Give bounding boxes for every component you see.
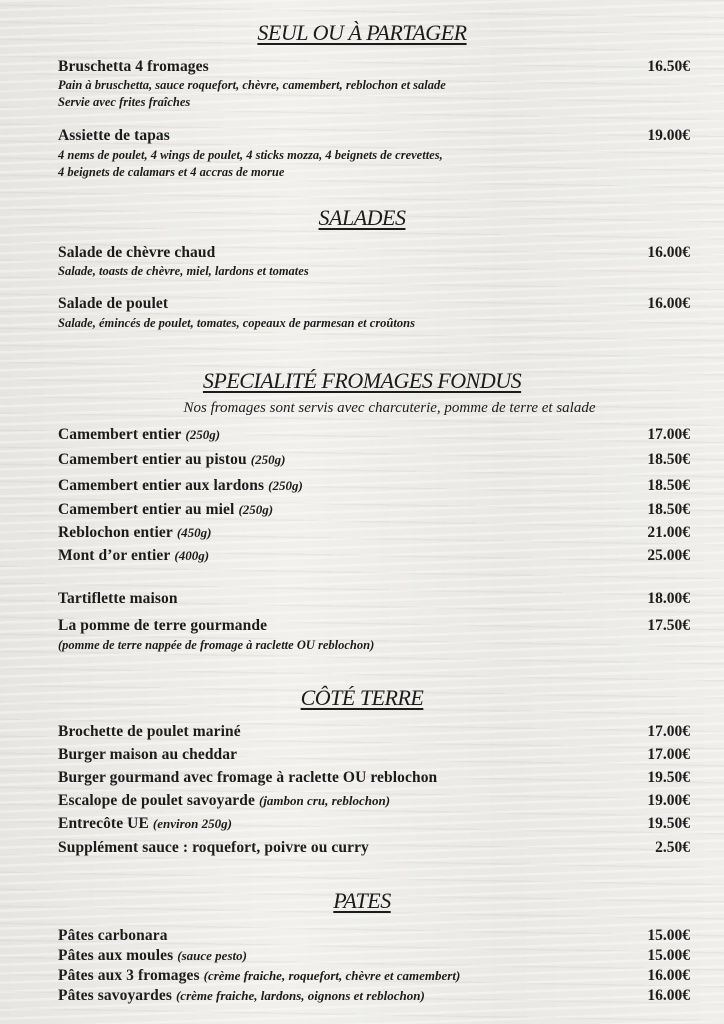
item-note: (250g) [185,427,221,442]
menu-item [58,616,690,636]
menu-item [58,476,690,496]
menu-item [58,294,690,314]
item-name: Camembert entier [58,426,182,443]
item-note: (crème fraiche, roquefort, chèvre et camembert) [203,968,461,983]
item-name: Burger gourmand avec fromage à raclette OU reblochon [58,769,438,786]
menu-item [58,126,690,146]
item-note: (450g) [176,525,212,540]
item-price: 16.00€ [647,987,690,1004]
menu-item [58,57,690,77]
menu-item [58,838,690,858]
item-note: (400g) [174,548,210,563]
item-note: (sauce pesto) [177,948,247,963]
item-name: Camembert entier au pistou [58,451,247,468]
item-price: 19.00€ [647,127,690,144]
item-name: Entrecôte UE [58,815,149,832]
menu-item [58,722,690,742]
menu-item [58,450,690,470]
item-price: 18.00€ [647,590,690,607]
item-description: 4 beignets de calamars et 4 accras de morue [58,165,285,179]
item-name: Pâtes carbonara [58,927,168,944]
menu-item [58,946,690,966]
item-price: 17.00€ [647,723,690,740]
item-price: 17.00€ [647,746,690,763]
item-name: Mont d’or entier [58,547,171,564]
item-name: Brochette de poulet mariné [58,723,241,740]
item-price: 17.50€ [647,617,690,634]
menu-item [58,926,690,946]
item-price: 16.50€ [647,58,690,75]
item-name: Burger maison au cheddar [58,746,238,763]
section-title: PATES [333,888,391,913]
menu-item [58,986,690,1006]
item-price: 15.00€ [647,927,690,944]
item-name: Camembert entier aux lardons [58,477,265,494]
menu-item [58,966,690,986]
menu-item [58,243,690,263]
section-title: SPECIALITÉ FROMAGES FONDUS [202,368,522,393]
item-price: 2.50€ [655,839,690,856]
item-price: 17.00€ [647,426,690,443]
item-price: 21.00€ [647,524,690,541]
item-price: 19.00€ [647,792,690,809]
item-note: (250g) [268,478,303,493]
item-name: Camembert entier au miel [58,501,235,518]
item-name: Tartiflette maison [58,590,178,607]
menu-item [58,523,690,543]
menu-item [58,425,690,445]
item-price: 18.50€ [647,477,690,494]
item-price: 19.50€ [647,769,690,786]
item-price: 18.50€ [647,501,690,518]
item-price: 16.00€ [647,244,690,261]
section-title: SEUL OU À PARTAGER [257,20,467,45]
menu-item [58,791,690,811]
item-name: Assiette de tapas [58,127,170,144]
item-price: 19.50€ [647,815,690,832]
item-description: Salade, toasts de chèvre, miel, lardons et tomates [58,264,309,278]
section-subtitle: Nos fromages sont servis avec charcuterie, pomme de terre et salade [183,400,596,416]
item-name: La pomme de terre gourmande [58,617,268,634]
menu-item [58,589,690,609]
item-description: Pain à bruschetta, sauce roquefort, chèvre, camembert, reblochon et salade [58,78,446,92]
item-price: 18.50€ [647,451,690,468]
item-name: Salade de poulet [58,295,169,312]
section-title: SALADES [318,205,406,230]
menu-item [58,814,690,834]
item-description: Salade, émincés de poulet, tomates, copeaux de parmesan et croûtons [58,316,415,330]
item-name: Salade de chèvre chaud [58,244,216,261]
item-price: 25.00€ [647,547,690,564]
item-description: (pomme de terre nappée de fromage à raclette OU reblochon) [58,638,375,652]
item-note: (environ 250g) [152,816,232,831]
section-title: CÔTÉ TERRE [300,685,424,710]
menu-item [58,546,690,566]
item-note: (jambon cru, reblochon) [258,793,391,808]
item-name: Reblochon entier [58,524,173,541]
menu-item [58,768,690,788]
item-price: 15.00€ [647,947,690,964]
item-price: 16.00€ [647,295,690,312]
item-price: 16.00€ [647,967,690,984]
item-note: (crème fraiche, lardons, oignons et reblochon) [175,988,425,1003]
item-name: Pâtes aux moules [58,947,174,964]
item-name: Pâtes aux 3 fromages [58,967,200,984]
item-description: Servie avec frites fraîches [58,95,191,109]
item-note: (250g) [250,452,286,467]
menu-item [58,500,690,520]
item-name: Supplément sauce : roquefort, poivre ou curry [58,839,369,856]
item-name: Escalope de poulet savoyarde [58,792,255,809]
item-note: (250g) [238,502,274,517]
item-name: Bruschetta 4 fromages [58,58,209,75]
menu-item [58,745,690,765]
item-name: Pâtes savoyardes [58,987,172,1004]
item-description: 4 nems de poulet, 4 wings de poulet, 4 sticks mozza, 4 beignets de crevettes, [58,148,443,162]
